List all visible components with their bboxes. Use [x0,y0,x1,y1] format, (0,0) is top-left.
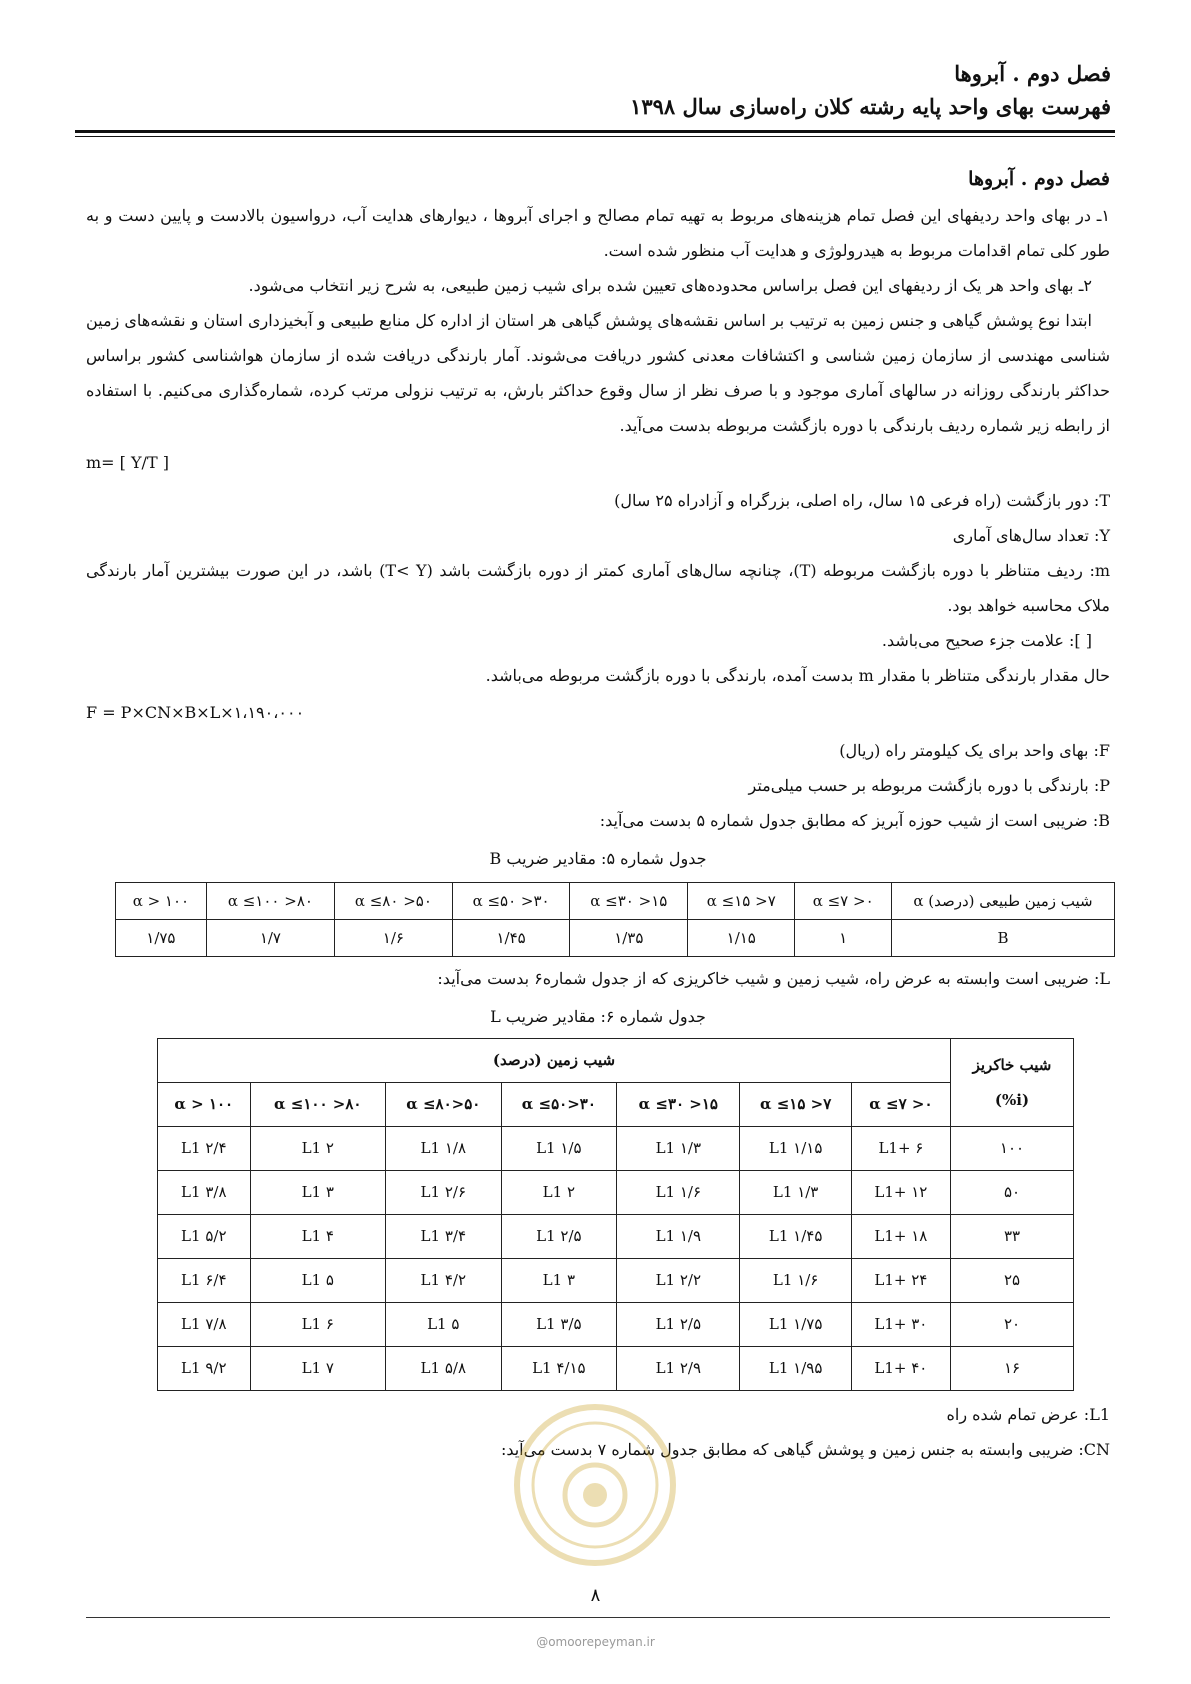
table6-slope-value: ۲۵ [951,1259,1074,1303]
table6-cell: ۱/۴۵ L1 [740,1215,851,1259]
table5-row-label: B [892,920,1115,957]
table6-cell: ۵/۸ L1 [385,1347,501,1391]
table6-slope-value: ۵۰ [951,1171,1074,1215]
table-row [158,1127,1074,1171]
table6-cell: ۴/۱۵ L1 [501,1347,617,1391]
table6-cell: ۱/۵ L1 [501,1127,617,1171]
paragraph-1: ۱ـ در بهای واحد ردیفهای این فصل تمام هزینه‌های مربوط به تهیه تمام مصالح و اجرای آبروها ، دیوارهای هدایت آب، درواسیون بالادست و پایین دست و به طور کلی تمام اقدامات مربوط به هیدرولوژی و هدایت آب منظور شده است. [86,206,1110,260]
table6-cell: L1+ ۳۰ [851,1303,950,1347]
definition-F: F: بهای واحد برای یک کیلومتر راه (ریال) [839,741,1110,760]
table6-cell: ۱/۸ L1 [385,1127,501,1171]
table-row [158,1347,1074,1391]
table6-range: α > ۱۰۰ [158,1083,251,1127]
table6-cell: ۵/۲ L1 [158,1215,251,1259]
footer-rule [86,1617,1110,1618]
table6-cell: ۵ L1 [250,1259,385,1303]
header-title: فهرست بهای واحد پایه رشته کلان راه‌سازی سال ۱۳۹۸ [630,94,1111,119]
table6-cell: ۱/۳ L1 [617,1127,740,1171]
definition-P: P: بارندگی با دوره بازگشت مربوطه بر حسب میلی‌متر [748,776,1110,795]
table6-cell: ۴ L1 [250,1215,385,1259]
table6-cell: ۲/۴ L1 [158,1127,251,1171]
table6-cell: L1+ ۴۰ [851,1347,950,1391]
table6-cell: L1+ ۲۴ [851,1259,950,1303]
table5-value: ۱/۷۵ [116,920,207,957]
table6-slope-value: ۱۰۰ [951,1127,1074,1171]
table5-range: α > ۱۰۰ [116,883,207,920]
table6-caption: جدول شماره ۶: مقادیر ضریب L [490,1007,706,1026]
table-row [158,1303,1074,1347]
table6-cell: L1+ ۶ [851,1127,950,1171]
table5-value: ۱/۱۵ [688,920,795,957]
definition-Y: Y: تعداد سال‌های آماری [952,526,1110,545]
section-title: فصل دوم . آبروها [968,168,1110,190]
table6-cell: ۲/۲ L1 [617,1259,740,1303]
paragraph-4: حال مقدار بارندگی متناظر با مقدار m بدست آمده، بارندگی با دوره بازگشت مربوطه می‌باشد. [485,666,1110,685]
definition-m: m: ردیف متناظر با دوره بازگشت مربوطه (T)، چنانچه سال‌های آماری کمتر از دوره بازگشت باشد (T< Y) باشد، در این صورت بیشترین آمار بارندگی ملاک محاسبه خواهد بود. [86,561,1111,615]
table5-value: ۱ [795,920,892,957]
table6-cell: ۱/۳ L1 [740,1171,851,1215]
table6-range: ۱۵< α ≤۳۰ [617,1083,740,1127]
table6-range: ۰< α ≤۷ [851,1083,950,1127]
table6-cell: L1+ ۱۲ [851,1171,950,1215]
table5-value-row [116,920,1115,957]
table6-cell: ۲/۶ L1 [385,1171,501,1215]
table5-range: ۵۰< α ≤۸۰ [335,883,453,920]
main-content [86,160,1110,1467]
table-row [158,1259,1074,1303]
definition-L: L: ضریبی است وابسته به عرض راه، شیب زمین و شیب خاکریزی که از جدول شماره۶ بدست می‌آید: [437,969,1110,988]
table6-slope-value: ۳۳ [951,1215,1074,1259]
definition-L1: L1: عرض تمام شده راه [946,1405,1110,1424]
table6-cell: ۳ L1 [250,1171,385,1215]
table6-cell: ۱/۹ L1 [617,1215,740,1259]
table6-cell: ۱/۶ L1 [617,1171,740,1215]
page-number: ۸ [590,1585,601,1606]
table6-range: ۵۰<α ≤۸۰ [385,1083,501,1127]
table6-col-header-line2: (i%) [994,1090,1030,1109]
paragraph-3: ابتدا نوع پوشش گیاهی و جنس زمین به ترتیب بر اساس نقشه‌های پوشش گیاهی هر استان از اداره کل منابع طبیعی و آبخیزداری استان و نقشه‌های زمین شناسی مهندسی از سازمان زمین شناسی و اکتشافات معدنی کشور دریافت می‌شوند. آمار بارندگی دریافت شده از سازمان هواشناسی کشور براساس حداکثر بارندگی روزانه در سالهای آماری موجود و با صرف نظر از سال وقوع حداکثر بارش، به ترتیب نزولی مرتب کرده، شماره‌گذاری می‌کنیم. با استفاده از رابطه زیر شماره ردیف بارندگی با دوره بازگشت مربوطه بدست می‌آید. [86,311,1111,435]
table6-range: ۸۰< α ≤۱۰۰ [250,1083,385,1127]
table6-cell: ۹/۲ L1 [158,1347,251,1391]
table6-cell: ۴/۲ L1 [385,1259,501,1303]
table6-cell: ۵ L1 [385,1303,501,1347]
table5-header-label: شیب زمین طبیعی (درصد) α [892,883,1115,920]
table6-group-header-row [158,1039,1074,1083]
table-row [158,1215,1074,1259]
table6-cell: ۲/۹ L1 [617,1347,740,1391]
header-rule-thick [75,130,1115,133]
table5-value: ۱/۴۵ [452,920,570,957]
paragraph-2: ۲ـ بهای واحد هر یک از ردیفهای این فصل براساس محدوده‌های تعیین شده برای شیب زمین طبیعی، به شرح زیر انتخاب می‌شود. [248,276,1092,295]
table6-cell: ۳ L1 [501,1259,617,1303]
running-header [630,58,1111,124]
table6-cell: ۱/۶ L1 [740,1259,851,1303]
table6-slope-value: ۱۶ [951,1347,1074,1391]
table6-cell: ۷ L1 [250,1347,385,1391]
table5-range: ۰< α ≤۷ [795,883,892,920]
table6-cell: ۱/۷۵ L1 [740,1303,851,1347]
table6-cell: ۶ L1 [250,1303,385,1347]
table6-cell: L1+ ۱۸ [851,1215,950,1259]
header-chapter: فصل دوم . آبروها [954,61,1111,86]
table5-range: ۳۰< α ≤۵۰ [452,883,570,920]
definition-bracket: [ ]: علامت جزء صحیح می‌باشد. [881,631,1092,650]
table6-cell: ۲/۵ L1 [501,1215,617,1259]
table6-cell: ۳/۸ L1 [158,1171,251,1215]
formula-F: F = P×CN×B×L×۱،۱۹۰،۰۰۰ [86,703,305,722]
table6-cell: ۱/۱۵ L1 [740,1127,851,1171]
table6-cell: ۲ L1 [501,1171,617,1215]
definition-T: T: دور بازگشت (راه فرعی ۱۵ سال، راه اصلی، بزرگراه و آزادراه ۲۵ سال) [614,491,1110,510]
table6-cell: ۳/۵ L1 [501,1303,617,1347]
table6-cell: ۲ L1 [250,1127,385,1171]
table6-group-header: شیب زمین (درصد) [158,1039,951,1083]
table6-range: ۳۰<α ≤۵۰ [501,1083,617,1127]
table6-range-row [158,1083,1074,1127]
definition-B: B: ضریبی است از شیب حوزه آبریز که مطابق جدول شماره ۵ بدست می‌آید: [599,811,1110,830]
table5-header-row [116,883,1115,920]
table6-cell: ۷/۸ L1 [158,1303,251,1347]
table6-cell: ۲/۵ L1 [617,1303,740,1347]
watermark-logo-icon [510,1400,680,1570]
table5-range: ۱۵< α ≤۳۰ [570,883,688,920]
formula-m: m= [ Y/T ] [86,453,169,472]
table5-caption: جدول شماره ۵: مقادیر ضریب B [489,849,707,868]
table5-value: ۱/۳۵ [570,920,688,957]
table6-range: ۷< α ≤۱۵ [740,1083,851,1127]
table6-cell: ۱/۹۵ L1 [740,1347,851,1391]
watermark-text: @omoorepeyman.ir [536,1635,655,1649]
table5-value: ۱/۶ [335,920,453,957]
table5-range: ۸۰< α ≤۱۰۰ [206,883,334,920]
table-row [158,1171,1074,1215]
table6-col-header-line1: شیب خاکریز [972,1055,1052,1074]
table6-cell: ۳/۴ L1 [385,1215,501,1259]
table5-range: ۷< α ≤۱۵ [688,883,795,920]
header-rule-thin [75,136,1115,137]
table6-cell: ۶/۴ L1 [158,1259,251,1303]
table6-embankment-slope-header [951,1039,1074,1127]
table-5-coefficient-B [115,882,1115,957]
table-6-coefficient-L [157,1038,1074,1391]
definition-CN: CN: ضریبی وابسته به جنس زمین و پوشش گیاهی که مطابق جدول شماره ۷ بدست می‌آید: [500,1440,1110,1459]
table5-value: ۱/۷ [206,920,334,957]
table6-slope-value: ۲۰ [951,1303,1074,1347]
